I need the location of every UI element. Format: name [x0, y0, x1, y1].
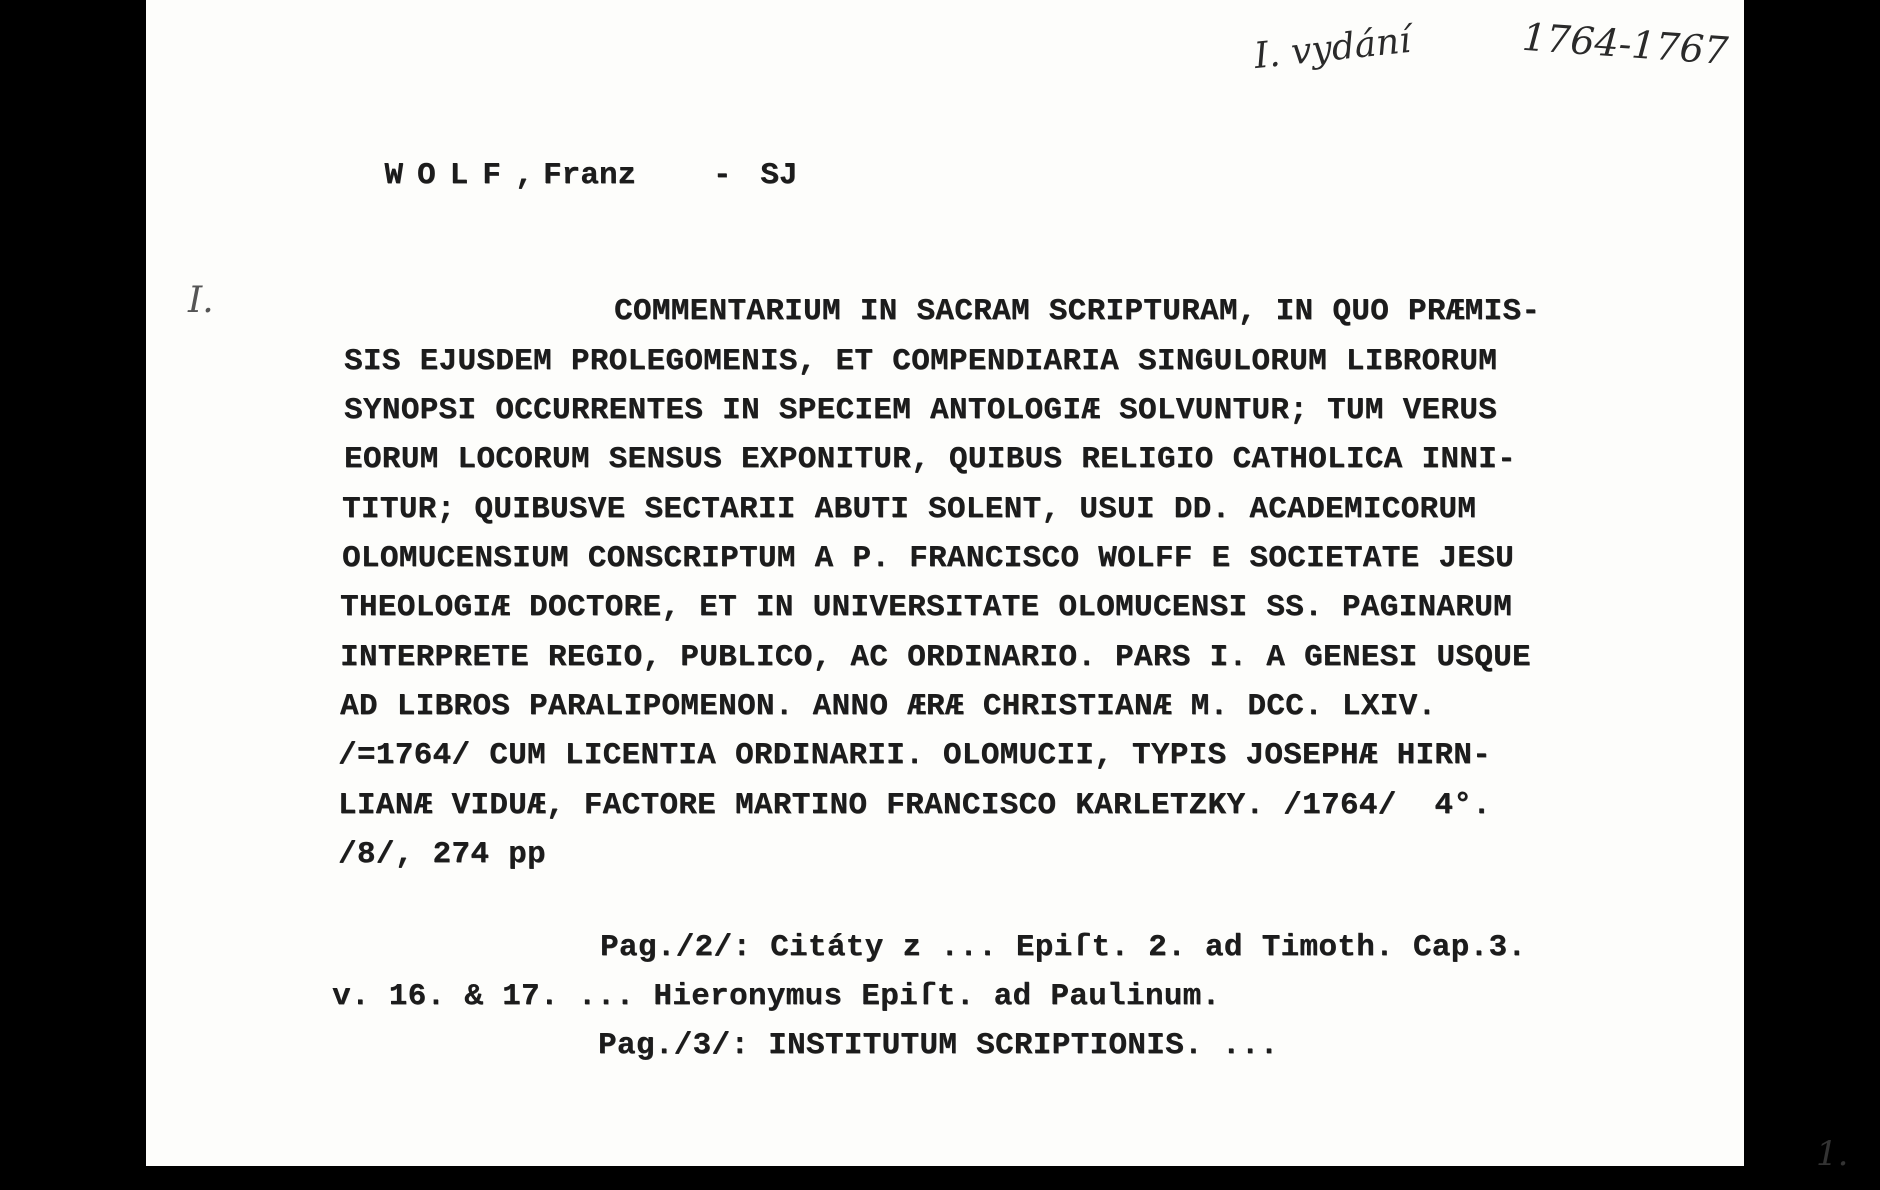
author-surname: WOLF	[384, 158, 515, 193]
pagination-line: /8/, 274 pp	[338, 837, 546, 872]
title-line-4: EORUM LOCORUM SENSUS EXPONITUR, QUIBUS RELIGIO CATHOLICA INNI-	[344, 442, 1516, 477]
note-line-1: Pag./2/: Citáty z ... Epiſt. 2. ad Timoth. Cap.3.	[600, 930, 1527, 965]
edition-annotation: I. vydání	[1252, 19, 1413, 78]
heading-separator: -	[712, 158, 732, 193]
years-annotation: 1764-1767	[1520, 14, 1730, 74]
title-line-7: THEOLOGIÆ DOCTORE, ET IN UNIVERSITATE OLOMUCENSI SS. PAGINARUM	[340, 590, 1512, 625]
author-heading	[346, 140, 798, 211]
note-line-2: v. 16. & 17. ... Hieronymus Epiſt. ad Paulinum.	[332, 979, 1221, 1014]
title-line-3: SYNOPSI OCCURRENTES IN SPECIEM ANTOLOGIÆ SOLVUNTUR; TUM VERUS	[344, 393, 1498, 428]
margin-mark: I.	[188, 280, 214, 321]
note-line-3: Pag./3/: INSTITUTUM SCRIPTIONIS. ...	[598, 1028, 1279, 1063]
title-line-8: INTERPRETE REGIO, PUBLICO, AC ORDINARIO. PARS I. A GENESI USQUE	[340, 640, 1531, 675]
card-number-mark: 1.	[1816, 1134, 1849, 1174]
title-line-9: AD LIBROS PARALIPOMENON. ANNO ÆRÆ CHRISTIANÆ M. DCC. LXIV.	[340, 689, 1437, 724]
title-line-10: /=1764/ CUM LICENTIA ORDINARII. OLOMUCII, TYPIS JOSEPHÆ HIRN-	[338, 738, 1492, 773]
religious-order: SJ	[760, 158, 798, 193]
title-line-11: LIANÆ VIDUÆ, FACTORE MARTINO FRANCISCO KARLETZKY. /1764/ 4°.	[338, 788, 1492, 823]
title-line-6: OLOMUCENSIUM CONSCRIPTUM A P. FRANCISCO WOLFF E SOCIETATE JESU	[342, 541, 1514, 576]
title-line-2: SIS EJUSDEM PROLEGOMENIS, ET COMPENDIARIA SINGULORUM LIBRORUM	[344, 344, 1498, 379]
title-line-1: COMMENTARIUM IN SACRAM SCRIPTURAM, IN QUO PRÆMIS-	[614, 294, 1541, 329]
heading-comma: ,	[514, 158, 534, 193]
catalog-card	[146, 0, 1849, 1174]
author-forename: Franz	[543, 158, 637, 193]
title-line-5: TITUR; QUIBUSVE SECTARII ABUTI SOLENT, USUI DD. ACADEMICORUM	[342, 492, 1477, 527]
